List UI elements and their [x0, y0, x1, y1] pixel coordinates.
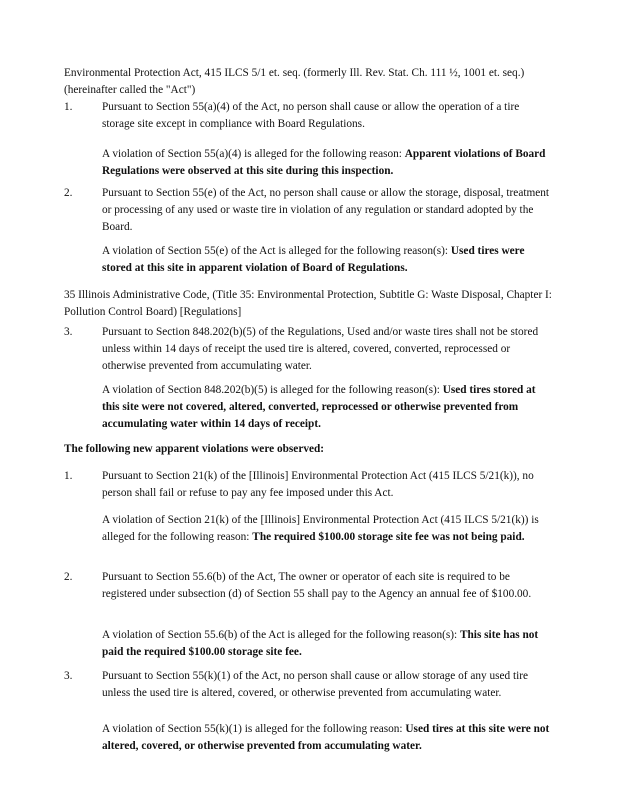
violation-allegation [102, 382, 554, 433]
item-number: 1. [64, 470, 73, 482]
regulation-citation: 35 Illinois Administrative Code, (Title 35: Environmental Protection, Subtitle G: Waste Disposal, Chapter I: Pollution Control Board) [Regulations] [64, 289, 552, 318]
violation-allegation [102, 512, 554, 546]
item-text: Pursuant to Section 55(a)(4) of the Act, no person shall cause or allow the operation of a tire storage site except in compliance with Board Regulations. [102, 101, 520, 130]
allegation-reason: Used tires at this site were not altered, covered, or otherwise prevented from accumulating water. [102, 723, 550, 752]
allegation-text: A violation of Section 55(k)(1) is alleged for the following reason: [102, 723, 403, 735]
item-text: Pursuant to Section 848.202(b)(5) of the Regulations, Used and/or waste tires shall not be stored unless within 14 days of receipt the used tire is altered, covered, converted, reprocessed or otherwise prevented from accumulating water. [102, 326, 539, 372]
item-text: Pursuant to Section 55(k)(1) of the Act, no person shall cause or allow storage of any used tire unless the used tire is altered, covered, or otherwise prevented from accumulating water. [102, 670, 529, 699]
allegation-text: A violation of Section 21(k) of the [Illinois] Environmental Protection Act (415 ILCS 5/21(k)) is alleged for the following reason: [102, 514, 539, 543]
item-number: 2. [64, 187, 73, 199]
allegation-reason: Apparent violations of Board Regulations were observed at this site during this inspection. [102, 148, 546, 177]
allegation-text: A violation of Section 55(e) of the Act is alleged for the following reason(s): [102, 245, 449, 257]
allegation-reason: The required $100.00 storage site fee was not being paid. [252, 531, 525, 543]
allegation-text: A violation of Section 55(a)(4) is alleged for the following reason: [102, 148, 402, 160]
violation-allegation [102, 627, 554, 661]
violation-allegation [102, 721, 554, 755]
item-number: 1. [64, 101, 73, 113]
allegation-text: A violation of Section 848.202(b)(5) is alleged for the following reason(s): [102, 384, 440, 396]
item-number: 2. [64, 571, 73, 583]
new-violations-heading: The following new apparent violations were observed: [64, 443, 325, 455]
violation-allegation [102, 146, 554, 180]
item-number: 3. [64, 326, 73, 338]
allegation-text: A violation of Section 55.6(b) of the Act is alleged for the following reason(s): [102, 629, 458, 641]
allegation-reason: Used tires stored at this site were not covered, altered, converted, reprocessed or otherwise prevented from accumulating water within 14 days of receipt. [102, 384, 536, 430]
item-text: Pursuant to Section 55(e) of the Act, no person shall cause or allow the storage, disposal, treatment or processing of any used or waste tire in violation of any regulation or standard adopted by the Board. [102, 187, 550, 233]
act-citation: Environmental Protection Act, 415 ILCS 5/1 et. seq. (formerly Ill. Rev. Stat. Ch. 111 ½, 1001 et. seq.) (hereinafter called the "Act") [64, 67, 525, 96]
allegation-reason: This site has not paid the required $100.00 storage site fee. [102, 629, 539, 658]
item-text: Pursuant to Section 21(k) of the [Illinois] Environmental Protection Act (415 ILCS 5/21(k)), no person shall fail or refuse to pay any fee imposed under this Act. [102, 470, 534, 499]
item-text: Pursuant to Section 55.6(b) of the Act, The owner or operator of each site is required to be registered under subsection (d) of Section 55 shall pay to the Agency an annual fee of $100.00. [102, 571, 532, 600]
violation-allegation [102, 243, 554, 277]
item-number: 3. [64, 670, 73, 682]
allegation-reason: Used tires were stored at this site in apparent violation of Board of Regulations. [102, 245, 525, 274]
